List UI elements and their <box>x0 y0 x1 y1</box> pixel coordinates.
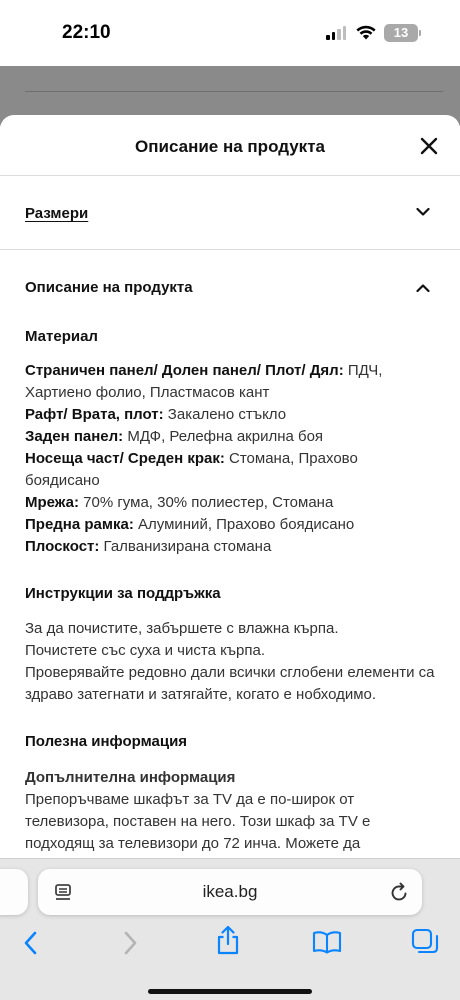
material-line <box>25 536 435 558</box>
browser-bottom-bar <box>0 858 460 1000</box>
material-line <box>25 426 435 448</box>
reload-icon[interactable] <box>390 882 409 902</box>
cellular-signal-icon <box>326 26 346 40</box>
care-text: За да почистите, забършете с влажна кърпа. <box>25 620 339 637</box>
material-key: Страничен панел/ Долен панел/ Плот/ Дял: <box>25 362 344 379</box>
sheet-title: Описание на продукта <box>135 137 325 156</box>
sheet-header <box>0 115 460 176</box>
close-icon[interactable] <box>418 135 440 157</box>
status-time: 22:10 <box>62 22 111 43</box>
accordion-description[interactable] <box>0 250 460 326</box>
forward-icon[interactable] <box>121 931 139 955</box>
info-subheading: Допълнителна информация <box>25 769 236 786</box>
material-list <box>25 360 435 558</box>
material-line <box>25 404 435 426</box>
care-text: Проверявайте редовно дали всички сглобени елементи са здраво затегнати и затягайте, когато е нобходимо. <box>25 664 435 703</box>
info-heading: Полезна информация <box>25 733 188 750</box>
chevron-up-icon <box>416 283 430 293</box>
battery-icon: 13 <box>384 24 418 42</box>
description-content <box>0 326 460 855</box>
address-url: ikea.bg <box>202 882 258 901</box>
info-text: Препоръчваме шкафът за TV да е по-широк от телевизора, поставен на него. Този шкаф за TV е подходящ за телевизори до 72 инча. Можете да <box>25 791 371 852</box>
battery-tip <box>419 30 421 36</box>
material-value: Закалено стъкло <box>163 406 287 423</box>
accordion-description-label: Описание на продукта <box>25 279 193 296</box>
material-key: Плоскост: <box>25 538 100 555</box>
bookmarks-icon[interactable] <box>312 930 342 954</box>
material-value: ПДЧ, Хартиено фолио, Пластмасов кант <box>25 362 383 401</box>
wifi-icon <box>356 25 376 40</box>
status-bar <box>0 0 460 66</box>
material-key: Заден панел: <box>25 428 124 445</box>
material-key: Предна рамка: <box>25 516 134 533</box>
material-value: МДФ, Релефна акрилна боя <box>123 428 324 445</box>
info-block <box>25 767 435 855</box>
material-value: Стомана, Прахово боядисано <box>25 450 358 489</box>
material-key: Рафт/ Врата, плот: <box>25 406 164 423</box>
home-indicator <box>148 989 312 994</box>
material-line <box>25 448 435 492</box>
material-value: 70% гума, 30% полиестер, Стомана <box>78 494 334 511</box>
material-value: Алуминий, Прахово боядисано <box>133 516 355 533</box>
back-icon[interactable] <box>22 931 40 955</box>
care-heading: Инструкции за поддръжка <box>25 585 221 602</box>
accordion-sizes[interactable] <box>0 176 460 250</box>
tabs-icon[interactable] <box>411 928 439 956</box>
material-line <box>25 360 435 404</box>
address-bar[interactable] <box>38 869 422 915</box>
material-heading: Материал <box>25 328 98 345</box>
share-icon[interactable] <box>215 925 241 955</box>
material-value: Галванизирана стомана <box>99 538 272 555</box>
material-key: Носеща част/ Среден крак: <box>25 450 225 467</box>
material-line <box>25 492 435 514</box>
previous-tab-peek[interactable] <box>0 869 28 915</box>
chevron-down-icon <box>416 207 430 217</box>
accordion-sizes-label: Размери <box>25 205 89 222</box>
backdrop-divider <box>25 91 443 92</box>
material-key: Мрежа: <box>25 494 79 511</box>
care-text: Почистете със суха и чиста кърпа. <box>25 642 265 659</box>
care-instructions <box>25 618 435 706</box>
material-line <box>25 514 435 536</box>
